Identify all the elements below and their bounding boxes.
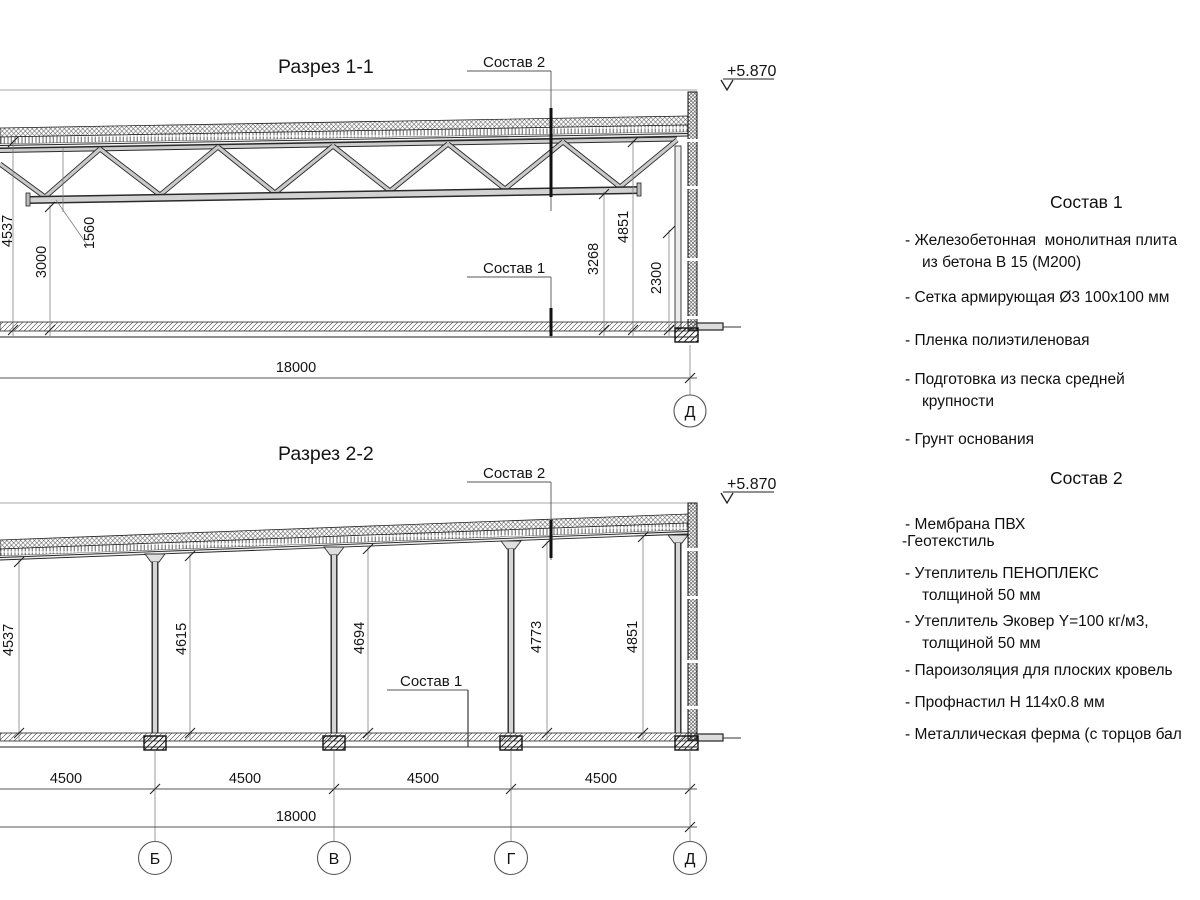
legend2-item-5-line-1: - Пароизоляция для плоских кровель: [905, 662, 1173, 679]
roof-truss: [0, 139, 677, 206]
legend2-item-5: [905, 660, 1200, 682]
foundation-block: [675, 328, 698, 342]
legend1-title: Состав 1: [1050, 192, 1123, 212]
dim-4500-4: 4500: [584, 771, 618, 787]
dim-4537: 4537: [1, 623, 17, 657]
dim-4773: 4773: [529, 620, 545, 654]
legend2-item-6: [905, 692, 1200, 714]
axis-b-label: Б: [149, 851, 161, 868]
legend1-item-2: [905, 287, 1200, 309]
callout-sostav2-label: Состав 2: [483, 54, 546, 71]
elevation-arrow-icon: [721, 493, 733, 503]
legend2-title: Состав 2: [1050, 468, 1123, 488]
dim-4851-right: 4851: [616, 210, 632, 244]
dim-18000: 18000: [275, 360, 317, 376]
axis-v-label: В: [328, 851, 340, 868]
axis-d-label: Д: [684, 851, 696, 868]
elevation-value: +5.870: [727, 476, 777, 493]
legend2-item-2-line-1: -Геотекстиль: [902, 533, 995, 550]
legend1-item-1-line-1: - Железобетонная монолитная плита: [905, 232, 1178, 249]
legend2-item-4: [905, 611, 1200, 655]
legend2-item-2: [902, 531, 1200, 553]
legend2-item-3-line-2: толщиной 50 мм: [922, 587, 1041, 604]
legend2-item-3-line-1: - Утеплитель ПЕНОПЛЕКС: [905, 565, 1099, 582]
legend2-item-1-line-1: - Мембрана ПВХ: [905, 516, 1026, 533]
axis-d-label: Д: [684, 404, 696, 421]
elevation-arrow-icon: [721, 80, 733, 90]
callout-sostav1-label: Состав 1: [400, 673, 463, 690]
legend1-item-1: [905, 230, 1200, 274]
column-axis-d: [675, 146, 681, 329]
dim-4694: 4694: [352, 621, 368, 655]
section-2-2: [0, 443, 776, 875]
dim-ticks: [14, 532, 695, 832]
elevation-value: +5.870: [727, 63, 777, 80]
legend2-item-3: [905, 563, 1200, 607]
extension-lines: [19, 535, 690, 841]
columns: [145, 535, 688, 733]
legend1-item-3-line-1: - Пленка полиэтиленовая: [905, 332, 1090, 349]
legend2-item-7-line-1: - Металлическая ферма (с торцов бал: [905, 726, 1182, 743]
legend1-item-3: [905, 330, 1200, 352]
legend2-item-4-line-1: - Утеплитель Эковер Y=100 кг/м3,: [905, 613, 1149, 630]
elevation-mark: [721, 63, 776, 90]
section-1-1-title: Разрез 1-1: [278, 56, 374, 78]
dim-4500-3: 4500: [406, 771, 440, 787]
floor-slab: [0, 733, 741, 747]
flashing: [697, 734, 723, 741]
dim-3268: 3268: [586, 242, 602, 276]
legend1-item-4-line-1: - Подготовка из песка средней: [905, 371, 1125, 388]
legend1-item-4: [905, 369, 1200, 413]
legend1-item-5: [905, 429, 1200, 451]
axis-bubble-d: [674, 395, 706, 427]
legend1-item-5-line-1: - Грунт основания: [905, 431, 1034, 448]
section-2-2-title: Разрез 2-2: [278, 443, 374, 465]
elevation-mark: [721, 476, 776, 503]
legend2-item-4-line-2: толщиной 50 мм: [922, 635, 1041, 652]
section-1-1: [0, 54, 776, 427]
floor-slab: [0, 322, 741, 337]
wall-panel: [688, 92, 698, 330]
dim-4615: 4615: [174, 622, 190, 656]
roof-slab: [0, 514, 688, 560]
dim-4851: 4851: [625, 620, 641, 654]
dim-1560: 1560: [82, 216, 98, 250]
callout-sostav1-label: Состав 1: [483, 260, 546, 277]
axis-g-label: Г: [506, 851, 516, 868]
flashing: [697, 323, 723, 330]
dim-4500-1: 4500: [49, 771, 83, 787]
legend1-item-4-line-2: крупности: [922, 393, 995, 410]
dim-4500-2: 4500: [228, 771, 262, 787]
wall-panel: [688, 503, 698, 740]
legend1-item-1-line-2: из бетона В 15 (М200): [922, 254, 1082, 271]
dim-2300: 2300: [649, 261, 665, 295]
legend1-item-2-line-1: - Сетка армирующая Ø3 100х100 мм: [905, 289, 1170, 306]
dim-4537-left: 4537: [0, 214, 16, 248]
legend2-item-6-line-1: - Профнастил Н 114х0.8 мм: [905, 694, 1105, 711]
dim-3000: 3000: [34, 245, 50, 279]
callout-sostav2-label: Состав 2: [483, 465, 546, 482]
axis-bubbles: [139, 842, 707, 875]
dim-18000: 18000: [275, 809, 317, 825]
legend2-item-7: [905, 724, 1200, 746]
